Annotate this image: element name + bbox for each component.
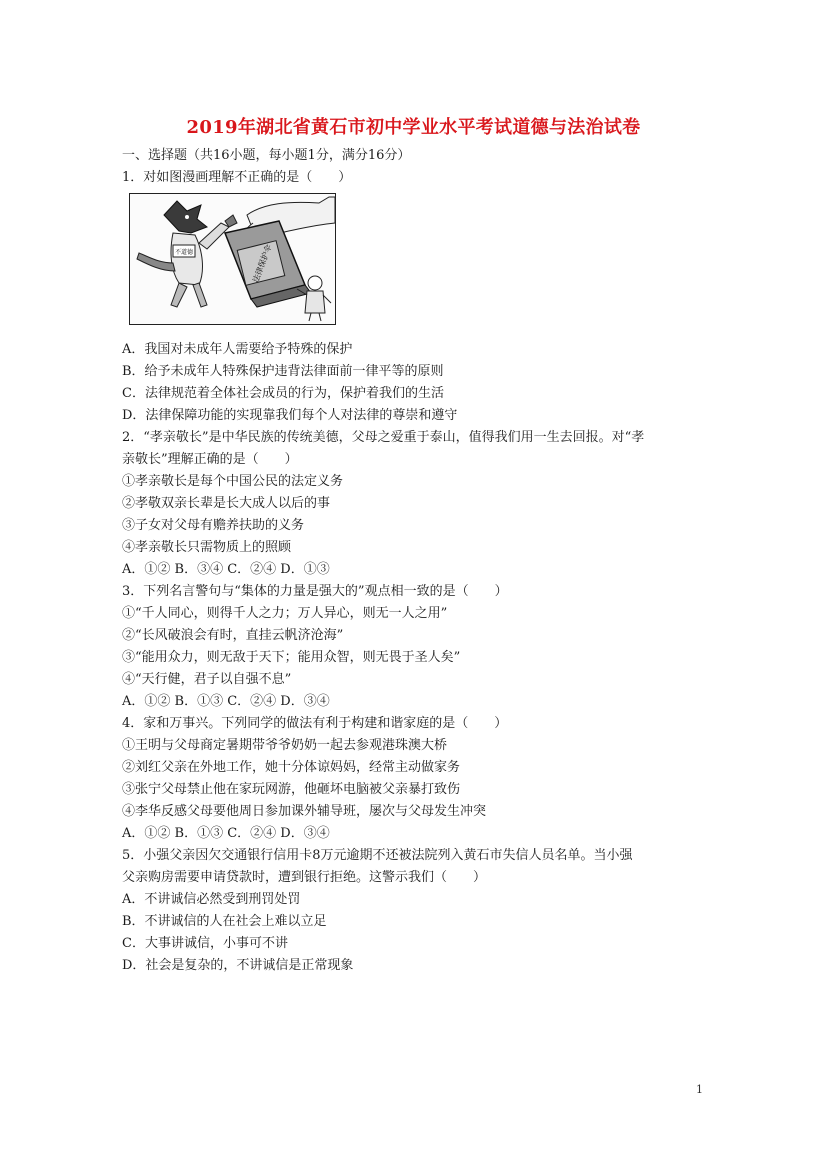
q1-cartoon-image: [129, 193, 336, 325]
cartoon-drawing: [129, 193, 336, 325]
q3-stem: 3．下列名言警句与“集体的力量是强大的”观点相一致的是（ ）: [122, 584, 508, 599]
q3-item-3: ③“能用众力，则无敌于天下；能用众智，则无畏于圣人矣”: [122, 650, 461, 665]
q1-option-c: C．法律规范着全体社会成员的行为，保护着我们的生活: [122, 386, 444, 401]
q2-stem-line1: 2．“孝亲敬长”是中华民族的传统美德，父母之爱重于泰山，值得我们用一生去回报。对“孝: [122, 430, 645, 445]
q4-item-1: ①王明与父母商定暑期带爷爷奶奶一起去参观港珠澳大桥: [122, 738, 448, 753]
q3-item-1: ①“千人同心，则得千人之力；万人异心，则无一人之用”: [122, 606, 448, 621]
page-number: 1: [696, 1083, 703, 1096]
q3-choices: A．①② B．①③ C．②④ D．③④: [122, 694, 330, 709]
q2-item-3: ③子女对父母有赡养扶助的义务: [122, 518, 305, 533]
q5-option-a: A．不讲诚信必然受到刑罚处罚: [122, 892, 301, 907]
q4-item-3: ③张宁父母禁止他在家玩网游，他砸坏电脑被父亲暴打致伤: [122, 782, 461, 797]
cartoon-book-text: 法律保护伞: [251, 243, 274, 284]
q2-stem-line2: 亲敬长”理解正确的是（ ）: [122, 452, 298, 467]
q5-option-d: D．社会是复杂的，不讲诚信是正常现象: [122, 958, 354, 973]
q5-stem-line1: 5．小强父亲因欠交通银行信用卡8万元逾期不还被法院列入黄石市失信人员名单。当小强: [122, 848, 633, 863]
q3-item-4: ④“天行健，君子以自强不息”: [122, 672, 292, 687]
q3-item-2: ②“长风破浪会有时，直挂云帆济沧海”: [122, 628, 344, 643]
q1-option-d: D．法律保障功能的实现靠我们每个人对法律的尊崇和遵守: [122, 408, 458, 423]
q4-item-4: ④李华反感父母要他周日参加课外辅导班，屡次与父母发生冲突: [122, 804, 487, 819]
q5-stem-line2: 父亲购房需要申请贷款时，遭到银行拒绝。这警示我们（ ）: [122, 870, 487, 885]
q2-item-4: ④孝亲敬长只需物质上的照顾: [122, 540, 292, 555]
q2-choices: A．①② B．③④ C．②④ D．①③: [122, 562, 330, 577]
q2-item-1: ①孝亲敬长是每个中国公民的法定义务: [122, 474, 344, 489]
exam-content: [122, 145, 712, 977]
q1-stem: 1．对如图漫画理解不正确的是（ ）: [122, 170, 352, 185]
q1-option-a: A．我国对未成年人需要给予特殊的保护: [122, 342, 353, 357]
q4-choices: A．①② B．①③ C．②④ D．③④: [122, 826, 330, 841]
q1-option-b: B．给予未成年人特殊保护违背法律面前一律平等的原则: [122, 364, 444, 379]
q5-option-c: C．大事讲诚信，小事可不讲: [122, 936, 288, 951]
q2-item-2: ②孝敬双亲长辈是长大成人以后的事: [122, 496, 331, 511]
cartoon-tag-text: 不道德: [174, 249, 194, 256]
q4-stem: 4．家和万事兴。下列同学的做法有利于构建和谐家庭的是（ ）: [122, 716, 508, 731]
section-heading: 一、选择题（共16小题，每小题1分，满分16分）: [122, 148, 411, 163]
exam-title: 2019年湖北省黄石市初中学业水平考试道德与法治试卷: [186, 117, 641, 138]
q4-item-2: ②刘红父亲在外地工作，她十分体谅妈妈，经常主动做家务: [122, 760, 461, 775]
q5-option-b: B．不讲诚信的人在社会上难以立足: [122, 914, 327, 929]
